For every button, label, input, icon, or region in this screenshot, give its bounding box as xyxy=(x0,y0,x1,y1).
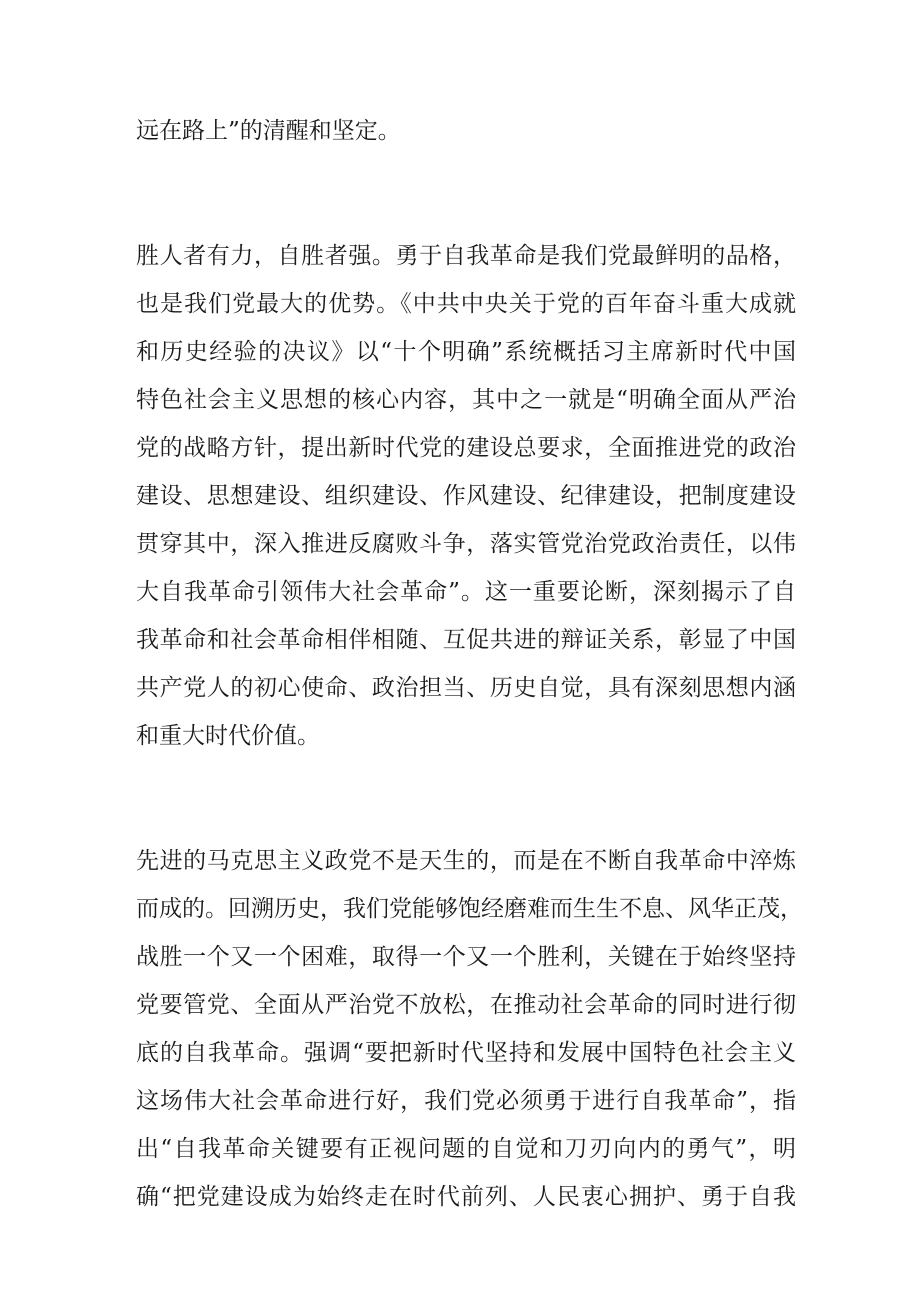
paragraph-3-line-2: 而成的。回溯历史，我们党能够饱经磨难而生生不息、风华正茂， xyxy=(136,896,803,922)
paragraph-2-line-8: 大自我革命引领伟大社会革命”。这一重要论断，深刻揭示了自 xyxy=(136,579,796,605)
paragraph-3-line-6: 这场伟大社会革命进行好，我们党必须勇于进行自我革命”，指 xyxy=(136,1088,796,1114)
paragraph-2-line-11: 和重大时代价值。 xyxy=(136,723,320,749)
paragraph-1-line-1: 远在路上”的清醒和坚定。 xyxy=(136,118,401,144)
paragraph-2-line-7: 贯穿其中，深入推进反腐败斗争，落实管党治党政治责任，以伟 xyxy=(136,531,796,557)
paragraph-3-line-7: 出“自我革命关键要有正视问题的自觉和刀刃向内的勇气”，明 xyxy=(136,1136,796,1162)
paragraph-3-line-8: 确“把党建设成为始终走在时代前列、人民衷心拥护、勇于自我 xyxy=(136,1184,796,1210)
paragraph-3-line-1: 先进的马克思主义政党不是天生的，而是在不断自我革命中淬炼 xyxy=(136,848,796,874)
paragraph-2-line-5: 党的战略方针，提出新时代党的建设总要求，全面推进党的政治 xyxy=(136,435,796,461)
paragraph-2-line-1: 胜人者有力，自胜者强。勇于自我革命是我们党最鲜明的品格， xyxy=(136,243,796,269)
paragraph-3-line-4: 党要管党、全面从严治党不放松，在推动社会革命的同时进行彻 xyxy=(136,992,796,1018)
paragraph-2-line-2: 也是我们党最大的优势。《中共中央关于党的百年奋斗重大成就 xyxy=(136,291,796,317)
paragraph-3-line-5: 底的自我革命。强调“要把新时代坚持和发展中国特色社会主义 xyxy=(136,1040,796,1066)
paragraph-2-line-10: 共产党人的初心使命、政治担当、历史自觉，具有深刻思想内涵 xyxy=(136,675,796,701)
paragraph-2-line-4: 特色社会主义思想的核心内容，其中之一就是“明确全面从严治 xyxy=(136,387,796,413)
paragraph-2-line-3: 和历史经验的决议》以“十个明确”系统概括习主席新时代中国 xyxy=(136,339,796,365)
paragraph-2-line-9: 我革命和社会革命相伴相随、互促共进的辩证关系，彰显了中国 xyxy=(136,627,796,653)
paragraph-3-line-3: 战胜一个又一个困难，取得一个又一个胜利，关键在于始终坚持 xyxy=(136,944,796,970)
paragraph-2-line-6: 建设、思想建设、组织建设、作风建设、纪律建设，把制度建设 xyxy=(136,483,796,509)
